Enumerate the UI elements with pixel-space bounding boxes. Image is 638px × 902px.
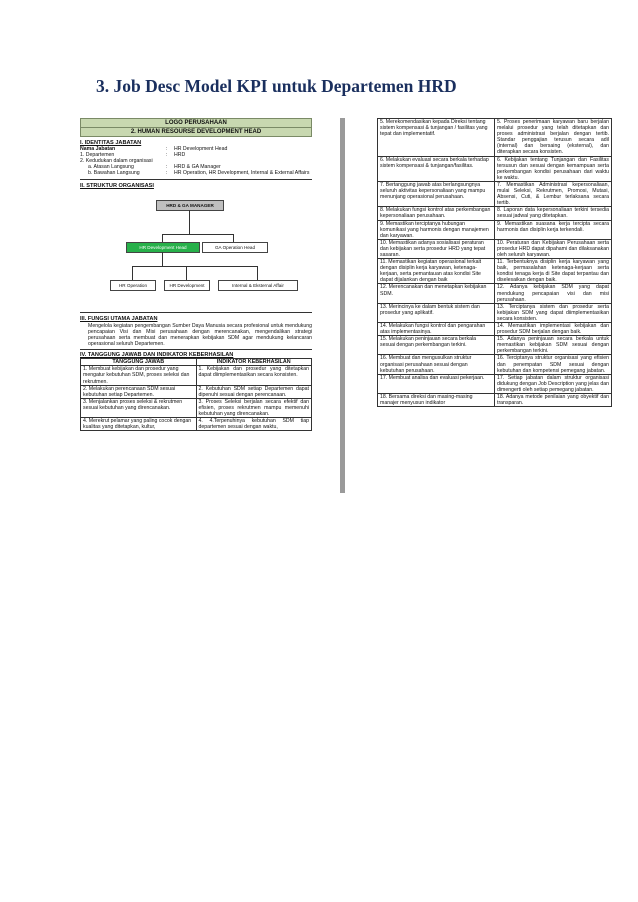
- fungsi-paragraph: Mengelola kegiatan pengembangan Sumber Daya Manusia secara profesional untuk mendukung pencapaian Visi dan Misi perusahaan dengan merencanakan, mengendalikan strategi perusahaan serta membuat dan menerapkan kebijakan SDM agar mendukung kelancaran operasional seluruh Departemen.: [88, 322, 312, 348]
- identitas-key: a. Atasan Langsung: [88, 164, 134, 171]
- org-connector: [132, 266, 133, 280]
- org-connector: [132, 266, 258, 267]
- responsibility-cell: 15. Melakukan peninjauan secara berkala sesuai dengan perkembangan terkini.: [378, 336, 495, 354]
- responsibility-cell: 1. Membuat kebijakan dan prosedur yang mengatur kebutuhan SDM, proses seleksi dan rekrutmen.: [81, 366, 197, 384]
- table-row: [377, 394, 612, 407]
- org-connector: [233, 234, 234, 242]
- page-heading: 3. Job Desc Model KPI untuk Departemen HRD: [96, 76, 457, 96]
- table-row: [80, 399, 312, 418]
- responsibility-cell: 3. Menjalankan proses seleksi & rekrutmen sesuai kebutuhan yang direncanakan.: [81, 399, 197, 417]
- divider: [80, 349, 312, 350]
- responsibility-cell: 4. Merekrut pelamar yang paling cocok dengan kualitas yang ditetapkan, kultur,: [81, 418, 197, 430]
- responsibility-cell: 11. Memastikan kegiatan operasional terkait dengan disiplin kerja karyawan, ketenaga-kerjaan, serta pemantauan atas kondisi Site dapat dijalankan dengan baik: [378, 259, 495, 283]
- job-desc-page-right: [377, 118, 612, 493]
- indicator-cell: 2. Kebutuhan SDM setiap Departemen dapat dipenuhi sesuai dengan perencanaan.: [198, 385, 309, 398]
- column-header-indikator: INDIKATOR KEBERHASILAN: [216, 359, 291, 366]
- identitas-colon: :: [166, 146, 168, 153]
- org-node-hr-operation: HR Operation: [110, 280, 156, 291]
- table-row: [377, 355, 612, 374]
- indicator-cell: 17. Setiap jabatan dalam struktur organisasi didukung dengan Job Description yang jelas dan dimengerti oleh setiap pemegang jabatan.: [497, 374, 609, 393]
- org-connector: [162, 234, 163, 242]
- table-row: [80, 386, 312, 399]
- indicator-cell: 10. Peraturan dan Kebijakan Perusahaan serta prosedur HRD dapat dipahami dan dilaksanakan oleh seluruh karyawan.: [497, 239, 609, 258]
- identitas-value: HR Operation, HR Development, Internal & External Affairs: [174, 170, 310, 177]
- responsibility-cell: 12. Merencanakan dan menetapkan kebijakan SDM.: [378, 284, 495, 302]
- identitas-key: Nama Jabatan: [80, 146, 116, 153]
- org-connector: [189, 210, 190, 234]
- identitas-value: HRD: [174, 152, 186, 159]
- table-row: [377, 375, 612, 394]
- identitas-key: 2. Kedudukan dalam organisasi: [80, 158, 153, 165]
- identitas-colon: :: [166, 152, 168, 159]
- identitas-key: 1. Departemen: [80, 152, 115, 159]
- table-row: [80, 418, 312, 431]
- identitas-row: [80, 170, 312, 176]
- indicator-cell: 12. Adanya kebijakan SDM yang dapat mendukung pencapaian visi dan misi perusahaan.: [497, 284, 609, 303]
- responsibility-cell: 6. Melakukan evaluasi secara berkala terhadap sistem kompensasi & tunjangan/fasilitas.: [378, 157, 495, 181]
- table-row: [377, 119, 612, 157]
- indicator-cell: 5. Proses penerimaan karyawan baru berjalan melalui prosedur yang telah ditetapkan dan proses administrasi berjalan dengan tertib. Standar penggajian terusun secara adil (internal) dan bersaing (eksternal), dan diterapkan secara konsisten.: [497, 119, 609, 156]
- responsibility-cell: 17. Membuat analisa dan evaluasi pekerjaan.: [378, 375, 495, 393]
- identitas-list: [80, 146, 312, 176]
- table-row: [377, 284, 612, 303]
- table-row: [377, 304, 612, 323]
- org-connector: [186, 266, 187, 280]
- org-connector: [162, 252, 163, 266]
- identitas-colon: :: [166, 164, 168, 171]
- identitas-value: HRD & GA Manager: [174, 164, 221, 171]
- responsibility-cell: 7. Bertanggung jawab atas berlangsungnya seluruh aktivitas kepersonaliaan yang mampu menunjang operasional perusahaan.: [378, 182, 495, 206]
- table-row: [377, 207, 612, 220]
- job-desc-page-left: [80, 118, 312, 496]
- indicator-cell: 9. Memastikan suasana kerja tercipta secara harmonis dan disiplin kerja terkendali.: [497, 220, 609, 233]
- indicator-cell: 8. Laporan data kepersonaliaan terkini tersedia sesuai jadwal yang ditetapkan.: [497, 207, 609, 220]
- divider: [80, 179, 312, 180]
- org-chart: [80, 192, 312, 310]
- section-fungsi-title: III. FUNGSI UTAMA JABATAN: [80, 315, 158, 322]
- indicator-cell: 7. Memastikan Administrasi kepersonaliaan, mulai Seleksi, Rekrutmen, Promosi, Mutasi, Absensi, Cuti, & Lembur terlaksana secara tertib.: [497, 181, 609, 207]
- section-identitas-title: I. IDENTITAS JABATAN: [80, 140, 142, 146]
- indicator-cell: 15. Adanya peninjauan secara berkala untuk memastikan kebijakan SDM sesuai dengan perkembangan terkini.: [497, 336, 609, 355]
- divider: [80, 312, 312, 313]
- org-node-hr-development-head: HR Development Head: [126, 242, 200, 253]
- indicator-cell: 18. Adanya metode penilaian yang obyektif dan transparan.: [497, 394, 609, 407]
- table-row: [80, 366, 312, 385]
- indicator-cell: 1. Kebijakan dan prosedur yang ditetapkan dapat diimplementasikan secara konsisten.: [198, 366, 309, 379]
- table-row: [377, 221, 612, 240]
- identitas-key: b. Bawahan Langsung: [88, 170, 140, 177]
- table-row: [377, 240, 612, 259]
- org-node-hr-development: HR Development: [164, 280, 210, 291]
- table-row: [377, 259, 612, 284]
- indicator-cell: 4. 4.Terpenuhinya kebutuhan SDM tiap departemen sesuai dengan waktu,: [198, 418, 309, 431]
- table-row: [377, 336, 612, 355]
- indicator-cell: 13. Terciptanya sistem dan prosedur serta kebijakan SDM yang dapat diimplementasikan secara konsisten.: [497, 303, 609, 322]
- section-struktur-title: II. STRUKTUR ORGANISASI: [80, 182, 154, 189]
- responsibility-cell: 16. Membuat dan mengusulkan struktur organisasi perusahaan sesuai dengan kebutuhan perusahaan.: [378, 355, 495, 373]
- org-node-ga-operation-head: GA Operation Head: [202, 242, 268, 253]
- responsibility-cell: 2. Melakukan perencanaan SDM sesuai kebutuhan setiap Departemen.: [81, 386, 197, 398]
- department-bar: 2. HUMAN RESOURSE DEVELOPMENT HEAD: [80, 128, 312, 137]
- responsibility-cell: 8. Melakukan fungsi kontrol atas perkembangan kepersonaliaan perusahaan.: [378, 207, 495, 219]
- indicator-cell: 6. Kebijakan tentang Tunjangan dan Fasilitas tersusun dan sesuai dengan kemampuan serta perkembangan kondisi perusahaan dari waktu ke waktu.: [497, 156, 609, 181]
- logo-bar: LOGO PERUSAHAAN: [80, 118, 312, 128]
- indicator-cell: 3. Proses Seleksi berjalan secara efektif dan efisien, proses rekrutmen mampu memenuhi kebutuhan yang direncanakan.: [198, 398, 309, 417]
- org-node-internal-eksternal-affair: Internal & Eksternal Affair: [218, 280, 298, 291]
- responsibility-cell: 18. Bersama direksi dan masing-masing manajer menyusun indikator: [378, 394, 495, 406]
- indicator-cell: 14. Memastikan implementasi kebijakan dan prosedur SDM berjalan dengan baik.: [497, 323, 609, 336]
- table-row: [377, 182, 612, 207]
- table-header: [80, 358, 312, 366]
- org-node-hrd-ga-manager: HRD & GA MANAGER: [156, 200, 224, 211]
- column-header-tanggung-jawab: TANGGUNG JAWAB: [81, 359, 197, 365]
- page-divider-bar: [340, 118, 345, 493]
- org-connector: [257, 266, 258, 280]
- identitas-colon: :: [166, 170, 168, 177]
- responsibility-cell: 14. Melakukan fungsi kontrol dan pengarahan atas implementasinya.: [378, 323, 495, 335]
- table-row: [377, 323, 612, 336]
- org-connector: [162, 234, 234, 235]
- identitas-value: HR Development Head: [174, 146, 228, 153]
- indicator-cell: 11. Terbentuknya disiplin kerja karyawan yang baik, permasalahan ketenaga-kerjaan serta kondisi tenaga kerja di Site dapat terpantau dan diselesaikan dengan baik.: [497, 259, 609, 284]
- responsibility-cell: 9. Memastikan terciptanya hubungan komunikasi yang harmonis dengan manajemen dan karyawan.: [378, 221, 495, 239]
- responsibility-cell: 5. Merekomendasikan kepada Direksi tentang sistem kompensasi & tunjangan / fasilitas yang tepat dan implementatif.: [378, 119, 495, 156]
- responsibility-cell: 10. Memastikan adanya sosialisasi peraturan dan kebijakan serta prosedur HRD yang tepat sasaran.: [378, 240, 495, 258]
- section-tanggung-jawab-title: IV. TANGGUNG JAWAB DAN INDIKATOR KEBERHASILAN: [80, 352, 234, 359]
- table-row: [377, 157, 612, 182]
- responsibility-cell: 13. Merincinya ke dalam bentuk sistem dan prosedur yang aplikatif.: [378, 304, 495, 322]
- indicator-cell: 16. Terciptanya struktur organisasi yang efisien dan penempatan SDM sesuai dengan kebutuhan dan kompetensi pemegang jabatan.: [497, 355, 609, 374]
